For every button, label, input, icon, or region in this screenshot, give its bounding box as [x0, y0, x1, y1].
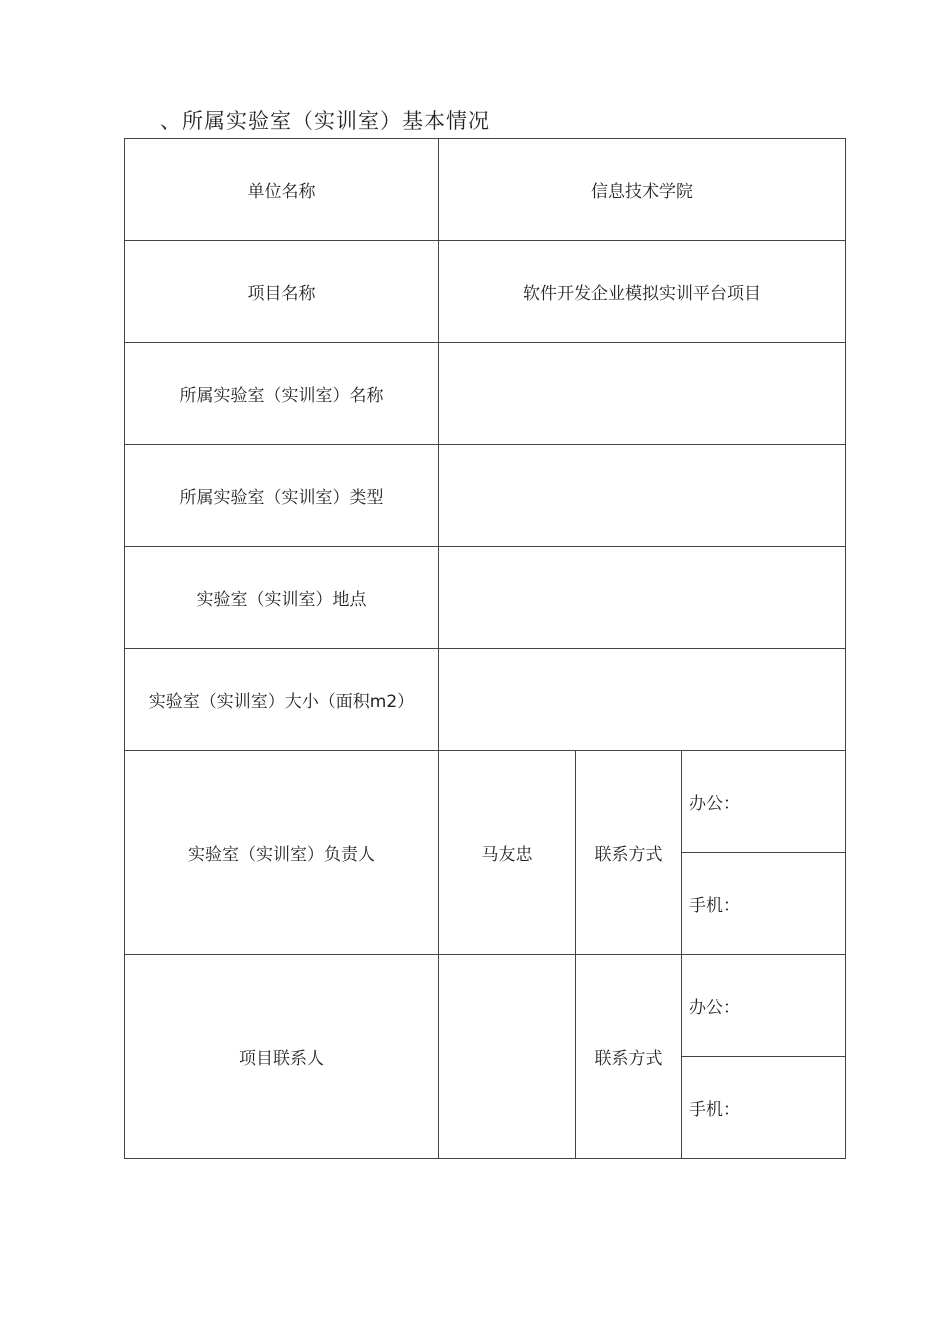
manager-label: 实验室（实训室）负责人 — [125, 751, 439, 955]
project-contact-label: 项目联系人 — [125, 955, 439, 1159]
row-contact-office — [125, 955, 846, 1057]
project-contact-office-label: 办公： — [682, 955, 846, 1057]
row-project-name — [125, 241, 846, 343]
row-lab-name — [125, 343, 846, 445]
lab-type-label: 所属实验室（实训室）类型 — [125, 445, 439, 547]
project-contact-mobile-label: 手机： — [682, 1057, 846, 1159]
lab-info-table — [124, 138, 846, 1159]
lab-type-value — [439, 445, 846, 547]
project-contact-method-label: 联系方式 — [576, 955, 682, 1159]
lab-location-label: 实验室（实训室）地点 — [125, 547, 439, 649]
manager-mobile-label: 手机： — [682, 853, 846, 955]
row-lab-type — [125, 445, 846, 547]
lab-location-value — [439, 547, 846, 649]
row-lab-size — [125, 649, 846, 751]
lab-size-label: 实验室（实训室）大小（面积m2） — [125, 649, 439, 751]
project-name-label: 项目名称 — [125, 241, 439, 343]
lab-size-value — [439, 649, 846, 751]
lab-name-label: 所属实验室（实训室）名称 — [125, 343, 439, 445]
row-lab-location — [125, 547, 846, 649]
lab-name-value — [439, 343, 846, 445]
manager-office-label: 办公： — [682, 751, 846, 853]
project-name-value: 软件开发企业模拟实训平台项目 — [439, 241, 846, 343]
section-heading: 、所属实验室（实训室）基本情况 — [160, 109, 490, 133]
project-contact-name — [439, 955, 576, 1159]
row-manager-office — [125, 751, 846, 853]
manager-name: 马友忠 — [439, 751, 576, 955]
row-unit-name — [125, 139, 846, 241]
manager-contact-label: 联系方式 — [576, 751, 682, 955]
unit-name-label: 单位名称 — [125, 139, 439, 241]
unit-name-value: 信息技术学院 — [439, 139, 846, 241]
